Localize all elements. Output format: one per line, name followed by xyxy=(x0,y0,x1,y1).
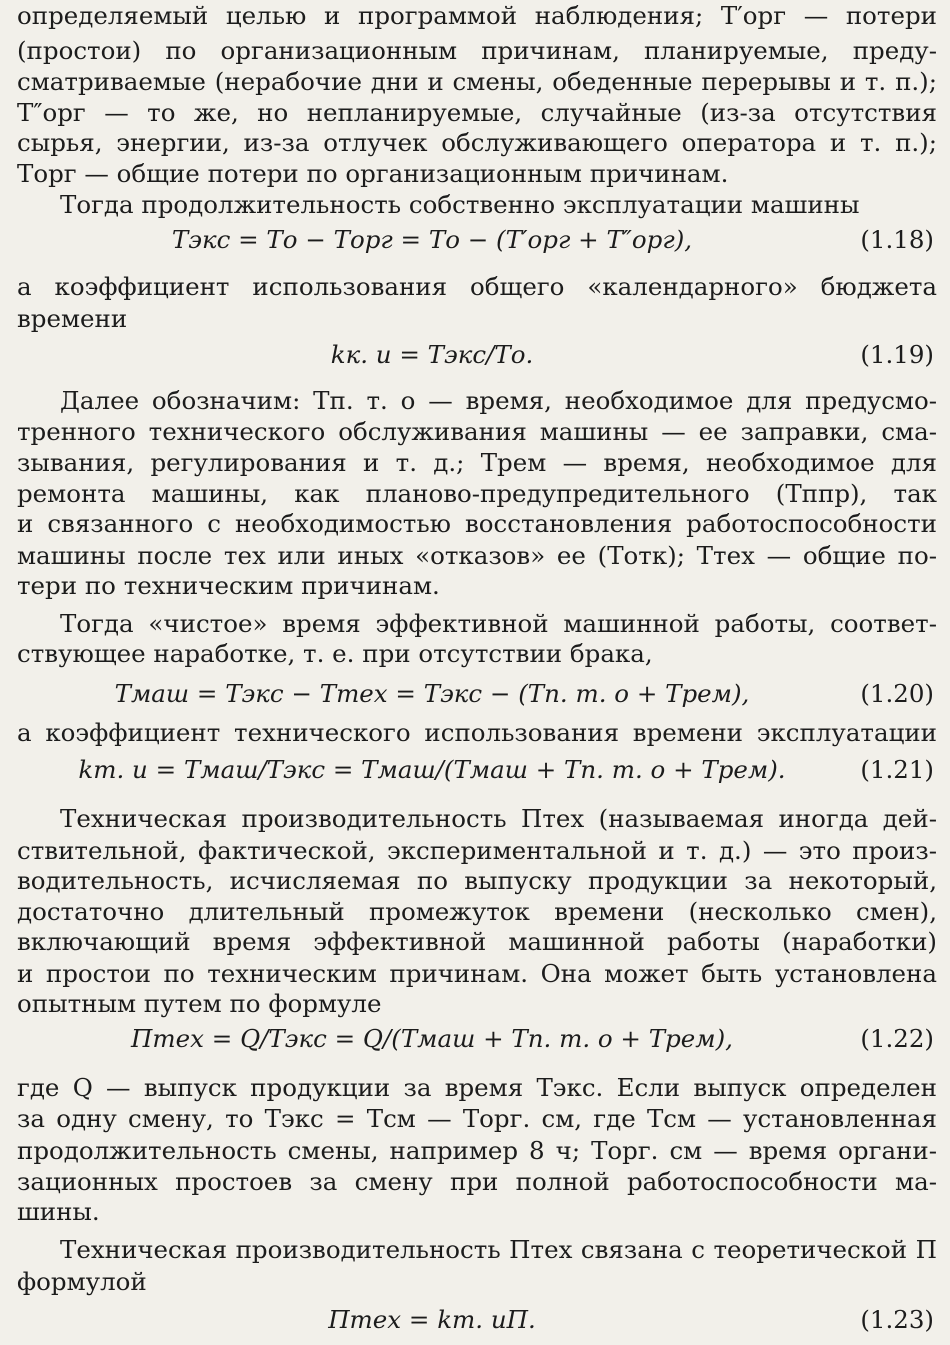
text-line: Тогда продолжительность собственно эксплуатации машины xyxy=(60,190,860,219)
text-line: (простои) по организационным причинам, планируемые, преду- xyxy=(17,36,937,65)
text-line: а коэффициент технического использования времени эксплуатации xyxy=(17,718,937,747)
formula-1-21: kт. и = Tмаш/Tэкс = Tмаш/(Tмаш + Tп. т. о + Tрем). xyxy=(78,755,786,784)
equation-number: (1.22) xyxy=(860,1024,934,1053)
text-line: а коэффициент использования общего «календарного» бюджета xyxy=(17,272,937,301)
formula-1-19: kк. и = Tэкс/Tо. xyxy=(330,340,534,369)
equation-number: (1.21) xyxy=(860,755,934,784)
text-line: ствительной, фактической, экспериментальной и т. д.) — это произ- xyxy=(17,836,937,865)
formula-1-18: Tэкс = Tо − Tорг = Tо − (T′орг + T″орг), xyxy=(171,225,693,254)
equation-number: (1.23) xyxy=(860,1305,934,1334)
text-line: достаточно длительный промежуток времени (несколько смен), xyxy=(17,897,937,926)
equation-number: (1.18) xyxy=(860,225,934,254)
text-line: продолжительность смены, например 8 ч; Tорг. см — время органи- xyxy=(17,1136,937,1165)
formula-1-23: Птех = kт. иП. xyxy=(328,1305,536,1334)
text-line: и простои по техническим причинам. Она может быть установлена xyxy=(17,959,937,988)
text-line: сырья, энергии, из-за отлучек обслуживающего оператора и т. п.); xyxy=(17,128,937,157)
text-line: тери по техническим причинам. xyxy=(17,571,440,600)
text-line: Tорг — общие потери по организационным причинам. xyxy=(17,159,729,188)
text-line: машины после тех или иных «отказов» ее (Tотк); Tтех — общие по- xyxy=(17,541,937,570)
text-line: сматриваемые (нерабочие дни и смены, обеденные перерывы и т. п.); xyxy=(17,67,937,96)
text-line: тренного технического обслуживания машины — ее заправки, сма- xyxy=(17,417,937,446)
formula-1-20: Tмаш = Tэкс − Tтех = Tэкс − (Tп. т. о + Tрем), xyxy=(114,679,750,708)
equation-number: (1.20) xyxy=(860,679,934,708)
text-line: формулой xyxy=(17,1267,147,1296)
text-line: ремонта машины, как планово-предупредительного (Tппр), так xyxy=(17,479,937,508)
formula-1-22: Птех = Q/Tэкс = Q/(Tмаш + Tп. т. о + Tрем), xyxy=(131,1024,733,1053)
text-line: времени xyxy=(17,304,128,333)
text-line: зационных простоев за смену при полной работоспособности ма- xyxy=(17,1167,937,1196)
text-line: где Q — выпуск продукции за время Tэкс. Если выпуск определен xyxy=(17,1073,937,1102)
text-line: опытным путем по формуле xyxy=(17,989,382,1018)
text-line: и связанного с необходимостью восстановления работоспособности xyxy=(17,509,937,538)
text-line: водительность, исчисляемая по выпуску продукции за некоторый, xyxy=(17,866,937,895)
text-line: ствующее наработке, т. е. при отсутствии брака, xyxy=(17,639,653,668)
text-line: Техническая производительность Птех связана с теоретической П xyxy=(60,1235,937,1264)
text-line: шины. xyxy=(17,1197,100,1226)
text-line: Тогда «чистое» время эффективной машинной работы, соответ- xyxy=(60,609,937,638)
equation-number: (1.19) xyxy=(860,340,934,369)
text-line: за одну смену, то Tэкс = Tсм — Tорг. см, где Tсм — установленная xyxy=(17,1104,937,1133)
text-line: Техническая производительность Птех (называемая иногда дей- xyxy=(60,804,937,833)
text-line: включающий время эффективной машинной работы (наработки) xyxy=(17,927,937,956)
text-line: зывания, регулирования и т. д.; Tрем — время, необходимое для xyxy=(17,448,937,477)
text-line: T″орг — то же, но непланируемые, случайные (из-за отсутствия xyxy=(17,98,937,127)
text-line: определяемый целью и программой наблюдения; T′орг — потери xyxy=(17,1,937,30)
text-line: Далее обозначим: Tп. т. о — время, необходимое для предусмо- xyxy=(60,386,937,415)
